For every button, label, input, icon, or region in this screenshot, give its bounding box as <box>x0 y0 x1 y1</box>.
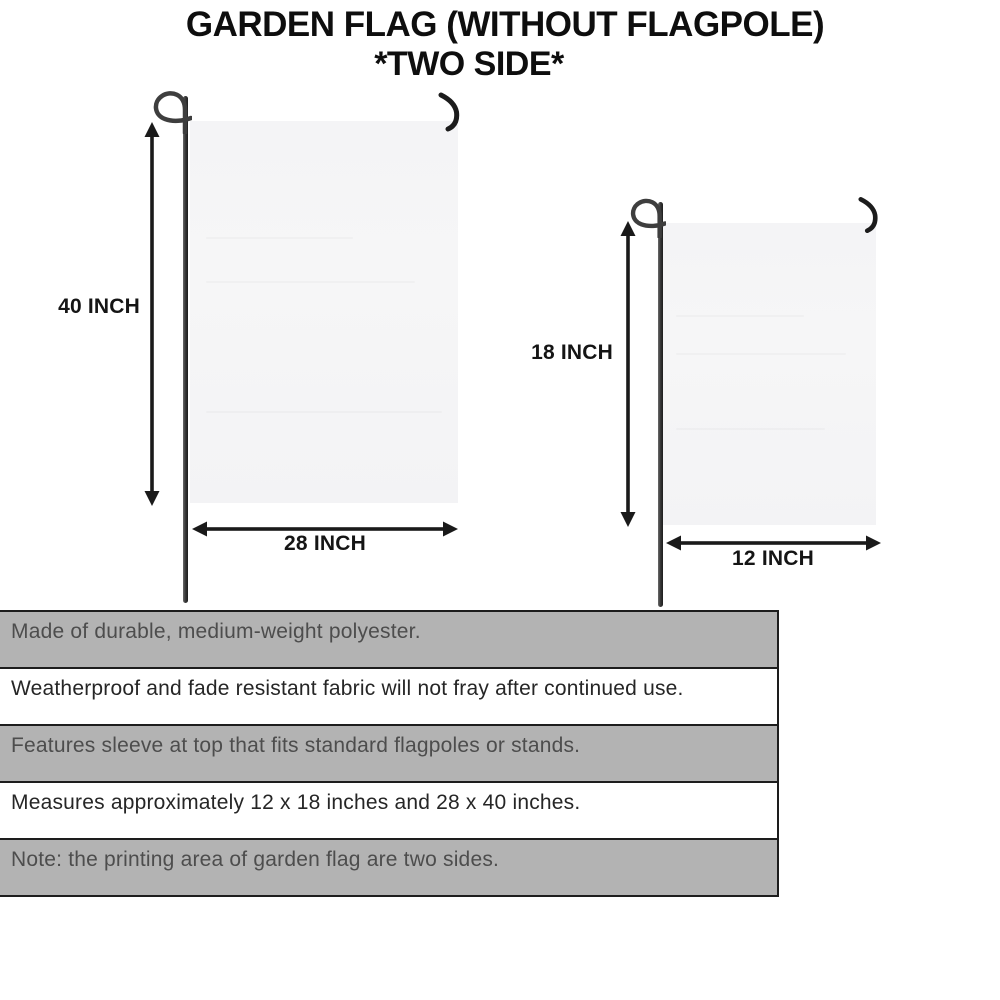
fabric-fold-line <box>206 411 442 413</box>
feature-text: Features sleeve at top that fits standard flagpoles or stands. <box>11 734 581 757</box>
title-line-2: *TWO SIDE* <box>374 45 564 83</box>
large-flag-hook-icon <box>438 92 464 132</box>
feature-row <box>0 667 779 726</box>
small-flag-height-label: 18 INCH <box>531 341 613 364</box>
small-flag-width-label: 12 INCH <box>732 547 814 570</box>
small-flagpole <box>658 202 663 607</box>
large-flag-height-label: 40 INCH <box>58 295 140 318</box>
fabric-fold-line <box>676 315 804 317</box>
fabric-fold-line <box>206 281 415 283</box>
feature-text: Measures approximately 12 x 18 inches and 28 x 40 inches. <box>11 791 581 814</box>
feature-row <box>0 610 779 669</box>
fabric-fold-line <box>676 428 825 430</box>
feature-row <box>0 781 779 840</box>
large-flag-width-label: 28 INCH <box>284 532 366 555</box>
feature-row <box>0 838 779 897</box>
fabric-fold-line <box>206 237 353 239</box>
feature-row <box>0 724 779 783</box>
large-flag-height-arrow-icon <box>142 122 162 506</box>
feature-text: Note: the printing area of garden flag are two sides. <box>11 848 500 871</box>
title-line-1: GARDEN FLAG (WITHOUT FLAGPOLE) <box>185 5 825 44</box>
feature-text: Made of durable, medium-weight polyester. <box>11 620 421 643</box>
fabric-fold-line <box>676 353 846 355</box>
page-title <box>0 4 1000 83</box>
large-flagpole <box>183 96 188 603</box>
small-flag-height-arrow-icon <box>618 221 638 527</box>
features-table <box>0 610 779 897</box>
feature-text: Weatherproof and fade resistant fabric will not fray after continued use. <box>11 677 684 700</box>
small-flag-fabric <box>663 223 876 525</box>
small-flag-hook-icon <box>858 196 882 234</box>
large-flag-fabric <box>190 121 458 503</box>
